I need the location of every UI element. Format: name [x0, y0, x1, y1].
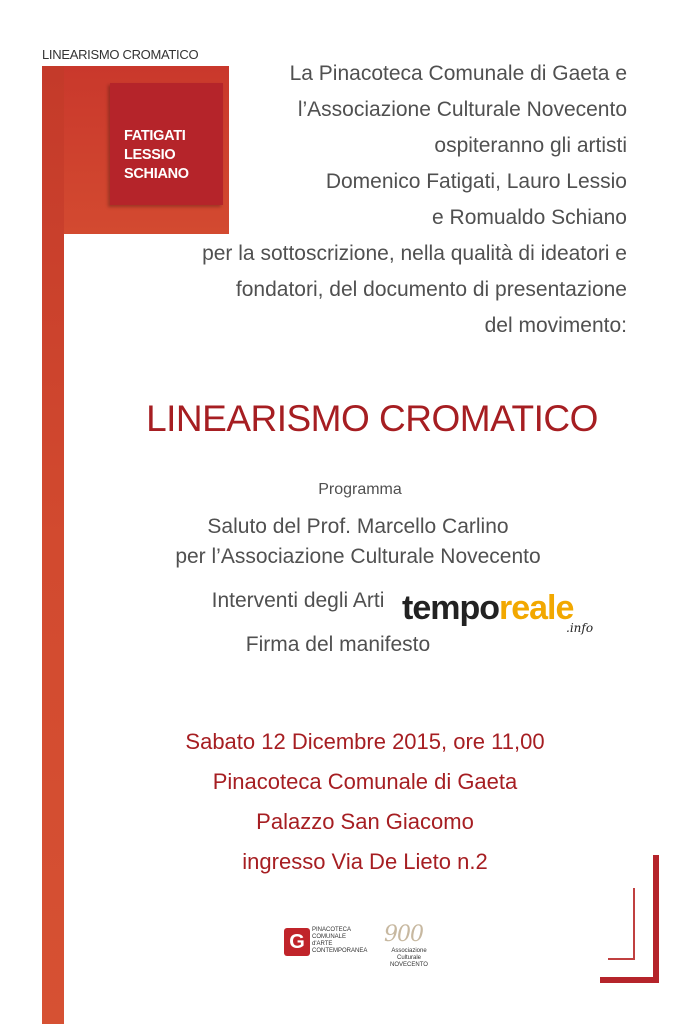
event-details	[0, 722, 700, 882]
intro-text	[202, 56, 627, 344]
intro-line: l’Associazione Culturale Novecento	[297, 98, 627, 121]
program-list	[0, 512, 700, 660]
program-item-signing: Firma del manifesto	[245, 633, 431, 656]
corner-ornament-inner-horizontal	[608, 958, 635, 960]
intro-line: fondatori, del documento di presentazione	[235, 278, 627, 301]
novecento-logo-mark: 900	[384, 922, 423, 947]
novecento-line: Associazione	[391, 948, 427, 954]
pinacoteca-logo-text	[312, 927, 367, 955]
novecento-logo-text	[384, 948, 434, 969]
event-date: Sabato 12 Dicembre 2015, ore 11,00	[185, 729, 545, 754]
novecento-line: Culturale	[396, 955, 421, 961]
logo-artist-names	[124, 127, 189, 184]
intro-line: ospiteranno gli artisti	[434, 134, 627, 157]
event-entrance: ingresso Via De Lieto n.2	[242, 849, 488, 874]
novecento-line: NOVECENTO	[390, 962, 428, 968]
intro-line: del movimento:	[484, 314, 627, 337]
pinacoteca-line: CONTEMPORANEA	[312, 948, 368, 954]
intro-line: La Pinacoteca Comunale di Gaeta e	[289, 62, 627, 85]
pinacoteca-line: PINACOTECA	[312, 927, 352, 933]
watermark-logo	[402, 589, 573, 629]
intro-line: e Romualdo Schiano	[432, 206, 627, 229]
corner-ornament-horizontal	[600, 977, 659, 983]
intro-line: per la sottoscrizione, nella qualità di ideatori e	[202, 242, 627, 265]
pinacoteca-line: COMUNALE	[312, 934, 347, 940]
event-palazzo: Palazzo San Giacomo	[256, 809, 474, 834]
corner-ornament-inner-vertical	[633, 888, 635, 960]
program-heading-text: Programma	[318, 481, 402, 498]
program-item-greeting: Saluto del Prof. Marcello Carlino	[207, 515, 509, 538]
logo-name-1: FATIGATI	[124, 128, 186, 144]
program-item-greeting-org: per l’Associazione Culturale Novecento	[175, 545, 541, 568]
watermark-part2: reale	[499, 589, 574, 627]
program-item-talks: Interventi degli Arti	[211, 589, 385, 612]
watermark-part1: tempo	[402, 589, 499, 627]
pinacoteca-line: d'ARTE	[312, 941, 333, 947]
watermark-suffix: .info	[566, 621, 594, 635]
movement-title	[0, 398, 700, 440]
intro-line: Domenico Fatigati, Lauro Lessio	[325, 170, 627, 193]
event-venue: Pinacoteca Comunale di Gaeta	[212, 769, 518, 794]
logo-name-3: SCHIANO	[124, 166, 189, 182]
program-heading	[0, 481, 700, 499]
logo-name-2: LESSIO	[124, 147, 176, 163]
logo-label: LINEARISMO CROMATICO	[42, 47, 199, 62]
pinacoteca-logo-icon: G	[284, 928, 310, 956]
movement-title-text: LINEARISMO CROMATICO	[146, 398, 598, 439]
corner-ornament-vertical	[653, 855, 659, 983]
